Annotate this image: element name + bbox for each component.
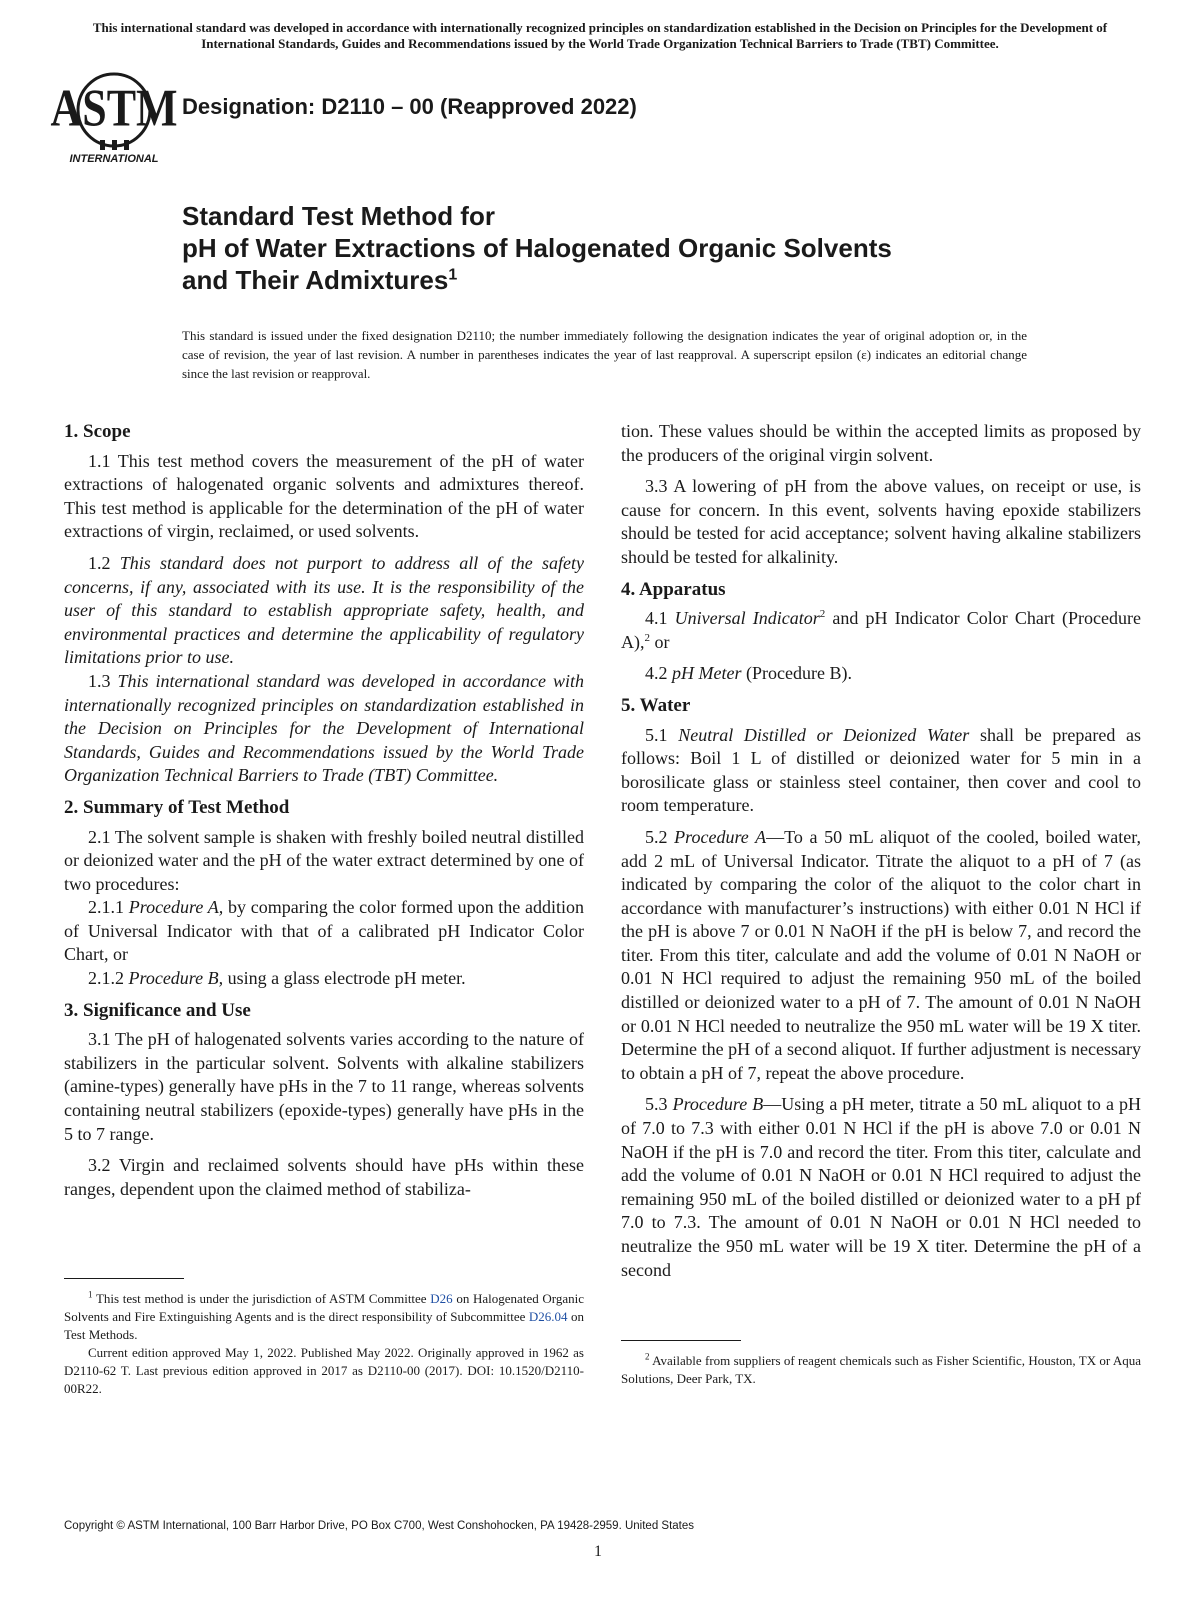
para-2-1: 2.1 The solvent sample is shaken with freshly boiled neutral distilled or deionized water and the pH of the water extract determined by one of two procedures: [64, 826, 584, 894]
designation: Designation: D2110 – 00 (Reapproved 2022) [182, 94, 637, 119]
left-column [64, 420, 584, 1209]
d26-link[interactable]: D26 [430, 1291, 453, 1306]
para-3-3: 3.3 A lowering of pH from the above values, on receipt or use, is cause for concern. In this event, solvents having epoxide stabilizers should be tested for acid acceptance; solvent having alkaline stabilizers should be tested for alkalinity. [621, 476, 1141, 567]
footnote-rule-right [621, 1340, 741, 1341]
section-apparatus-heading: 4. Apparatus [621, 578, 726, 600]
para-2-1-1: 2.1.1 Procedure A, by comparing the color formed upon the addition of Universal Indicator with that of a calibrated pH Indicator Color Chart, or [64, 897, 585, 965]
para-5-1: 5.1 Neutral Distilled or Deionized Water shall be prepared as follows: Boil 1 L of distilled or deionized water for 5 min in a borosilicate glass or stainless steel container, then cover and cool to room temperature. [621, 724, 1142, 816]
para-3-2: 3.2 Virgin and reclaimed solvents should have pHs within these ranges, dependent upon the claimed method of stabiliza- [64, 1155, 584, 1199]
copyright-line: Copyright © ASTM International, 100 Barr Harbor Drive, PO Box C700, West Conshohocken, PA 19428-2959. United States [64, 1520, 695, 1532]
para-3-2-cont: tion. These values should be within the accepted limits as proposed by the producers of the original virgin solvent. [621, 421, 1141, 465]
footnote-2: $^2$ Available from suppliers of reagent chemicals such as Fisher Scientific, Houston, TX or Aqua Solutions, Deer Park, TX. [621, 1351, 1141, 1386]
section-scope-heading: 1. Scope [64, 421, 131, 442]
svg-text:ASTM: ASTM [50, 78, 178, 138]
para-1-3: 1.3 This international standard was developed in accordance with internationally recognized principles on standardization established in the Decision on Principles for the Development of International Standards, Guides and Recommendations issued by the World Trade Organization Technical Barriers to Trade (TBT) Committee. [64, 670, 584, 786]
title-line-2: pH of Water Extractions of Halogenated Organic Solvents [182, 233, 892, 263]
astm-logo-icon [50, 68, 178, 165]
para-5-3: 5.3 Procedure B—Using a pH meter, titrate a 50 mL aliquot to a pH of 7.0 to 7.3 with either 0.01 N HCl if the pH is above 7.0 or 0.01 N NaOH if the pH is 7.0 and record the titer. From this titer, calculate and add the volume of 0.01 N NaOH or 0.01 N HCl required to adjust the remaining 950 mL of the boiled distilled or deionized water to a pH pf 7.0 to 7.3. The amount of 0.01 N NaOH or 0.01 N HCl needed to neutralize the 950 mL water will be 19 X titer. Determine the pH of a second [621, 1094, 1142, 1280]
section-summary-heading: 2. Summary of Test Method [64, 796, 290, 818]
logo-sub-text: INTERNATIONAL [69, 153, 159, 165]
para-5-2: 5.2 Procedure A—To a 50 mL aliquot of the cooled, boiled water, add 2 mL of Universal Indicator. Titrate the aliquot to a pH of 7 (as indicated by comparing the color of the aliquot to the color chart in accordance with manufacturer’s instructions) with either 0.01 N HCl if the pH is above 7 or 0.01 N NaOH if the pH is below 7, and record the titer. From this titer, calculate and add the volume of 0.01 N NaOH or 0.01 N HCl required to adjust the remaining 950 mL of the boiled distilled or deionized water to a pH of 7. The amount of 0.01 N NaOH or 0.01 N HCl needed to neutralize the 950 mL water will be 19 X titer. Determine the pH of a second aliquot. If further adjustment is necessary to obtain a pH of 7, repeat the above procedure. [621, 826, 1141, 1083]
title-footnote-mark: 1 [448, 266, 458, 284]
para-1-1: 1.1 This test method covers the measurement of the pH of water extractions of halogenated organic solvents and admixtures thereof. This test method is applicable for the determination of the pH of water extractions of virgin, reclaimed, or used solvents. [64, 450, 584, 542]
document-title [182, 200, 1082, 296]
para-4-1: 4.1 Universal Indicator$^2$ and pH Indicator Color Chart (Procedure A),$^2$ or [621, 608, 1141, 652]
right-column [621, 420, 1141, 1290]
para-4-2: 4.2 pH Meter (Procedure B). [645, 663, 852, 684]
footnote-rule-left [64, 1278, 184, 1279]
section-significance-heading: 3. Significance and Use [64, 999, 251, 1021]
d26-04-link[interactable]: D26.04 [528, 1309, 568, 1324]
footnote-1: $^1$ This test method is under the jurisdiction of ASTM Committee D26 on Halogenated Organic Solvents and Fire Extinguishing Agents and is the direct responsibility of Subcommittee D26.04 on Test Methods. Current edition approved May 1, 2022. Published May 2022. Originally approved in 1962 as D2110-62 T. Last previous edition approved in 2017 as D2110-00 (2017). DOI: 10.1520/D2110-00R22. [64, 1289, 585, 1396]
title-line-1: Standard Test Method for [182, 201, 495, 231]
issued-note: This standard is issued under the fixed designation D2110; the number immediately following the designation indicates the year of original adoption or, in the case of revision, the year of last revision. A number in parentheses indicates the year of last reapproval. A superscript epsilon (ε) indicates an editorial change since the last revision or reapproval. [182, 328, 1027, 381]
trade-notice: This international standard was developed in accordance with internationally recognized principles on standardization established in the Decision on Principles for the Development of International Standards, Guides and Recommendations issued by the World Trade Organization Technical Barriers to Trade (TBT) Committee. [92, 20, 1108, 51]
para-3-1: 3.1 The pH of halogenated solvents varies according to the nature of stabilizers in the particular solvent. Solvents with alkaline stabilizers (amine-types) generally have pHs in the 7 to 11 range, whereas solvents containing neutral stabilizers (epoxide-types) generally have pHs in the 5 to 7 range. [64, 1029, 584, 1144]
section-water-heading: 5. Water [621, 694, 691, 716]
para-2-1-2: 2.1.2 Procedure B, using a glass electrode pH meter. [88, 968, 466, 989]
page-number: 1 [594, 1543, 602, 1560]
para-1-2: 1.2 This standard does not purport to address all of the safety concerns, if any, associated with its use. It is the responsibility of the user of this standard to establish appropriate safety, health, and environmental practices and determine the applicability of regulatory limitations prior to use. [64, 552, 585, 668]
title-line-3: and Their Admixtures$^1$ [182, 265, 458, 295]
